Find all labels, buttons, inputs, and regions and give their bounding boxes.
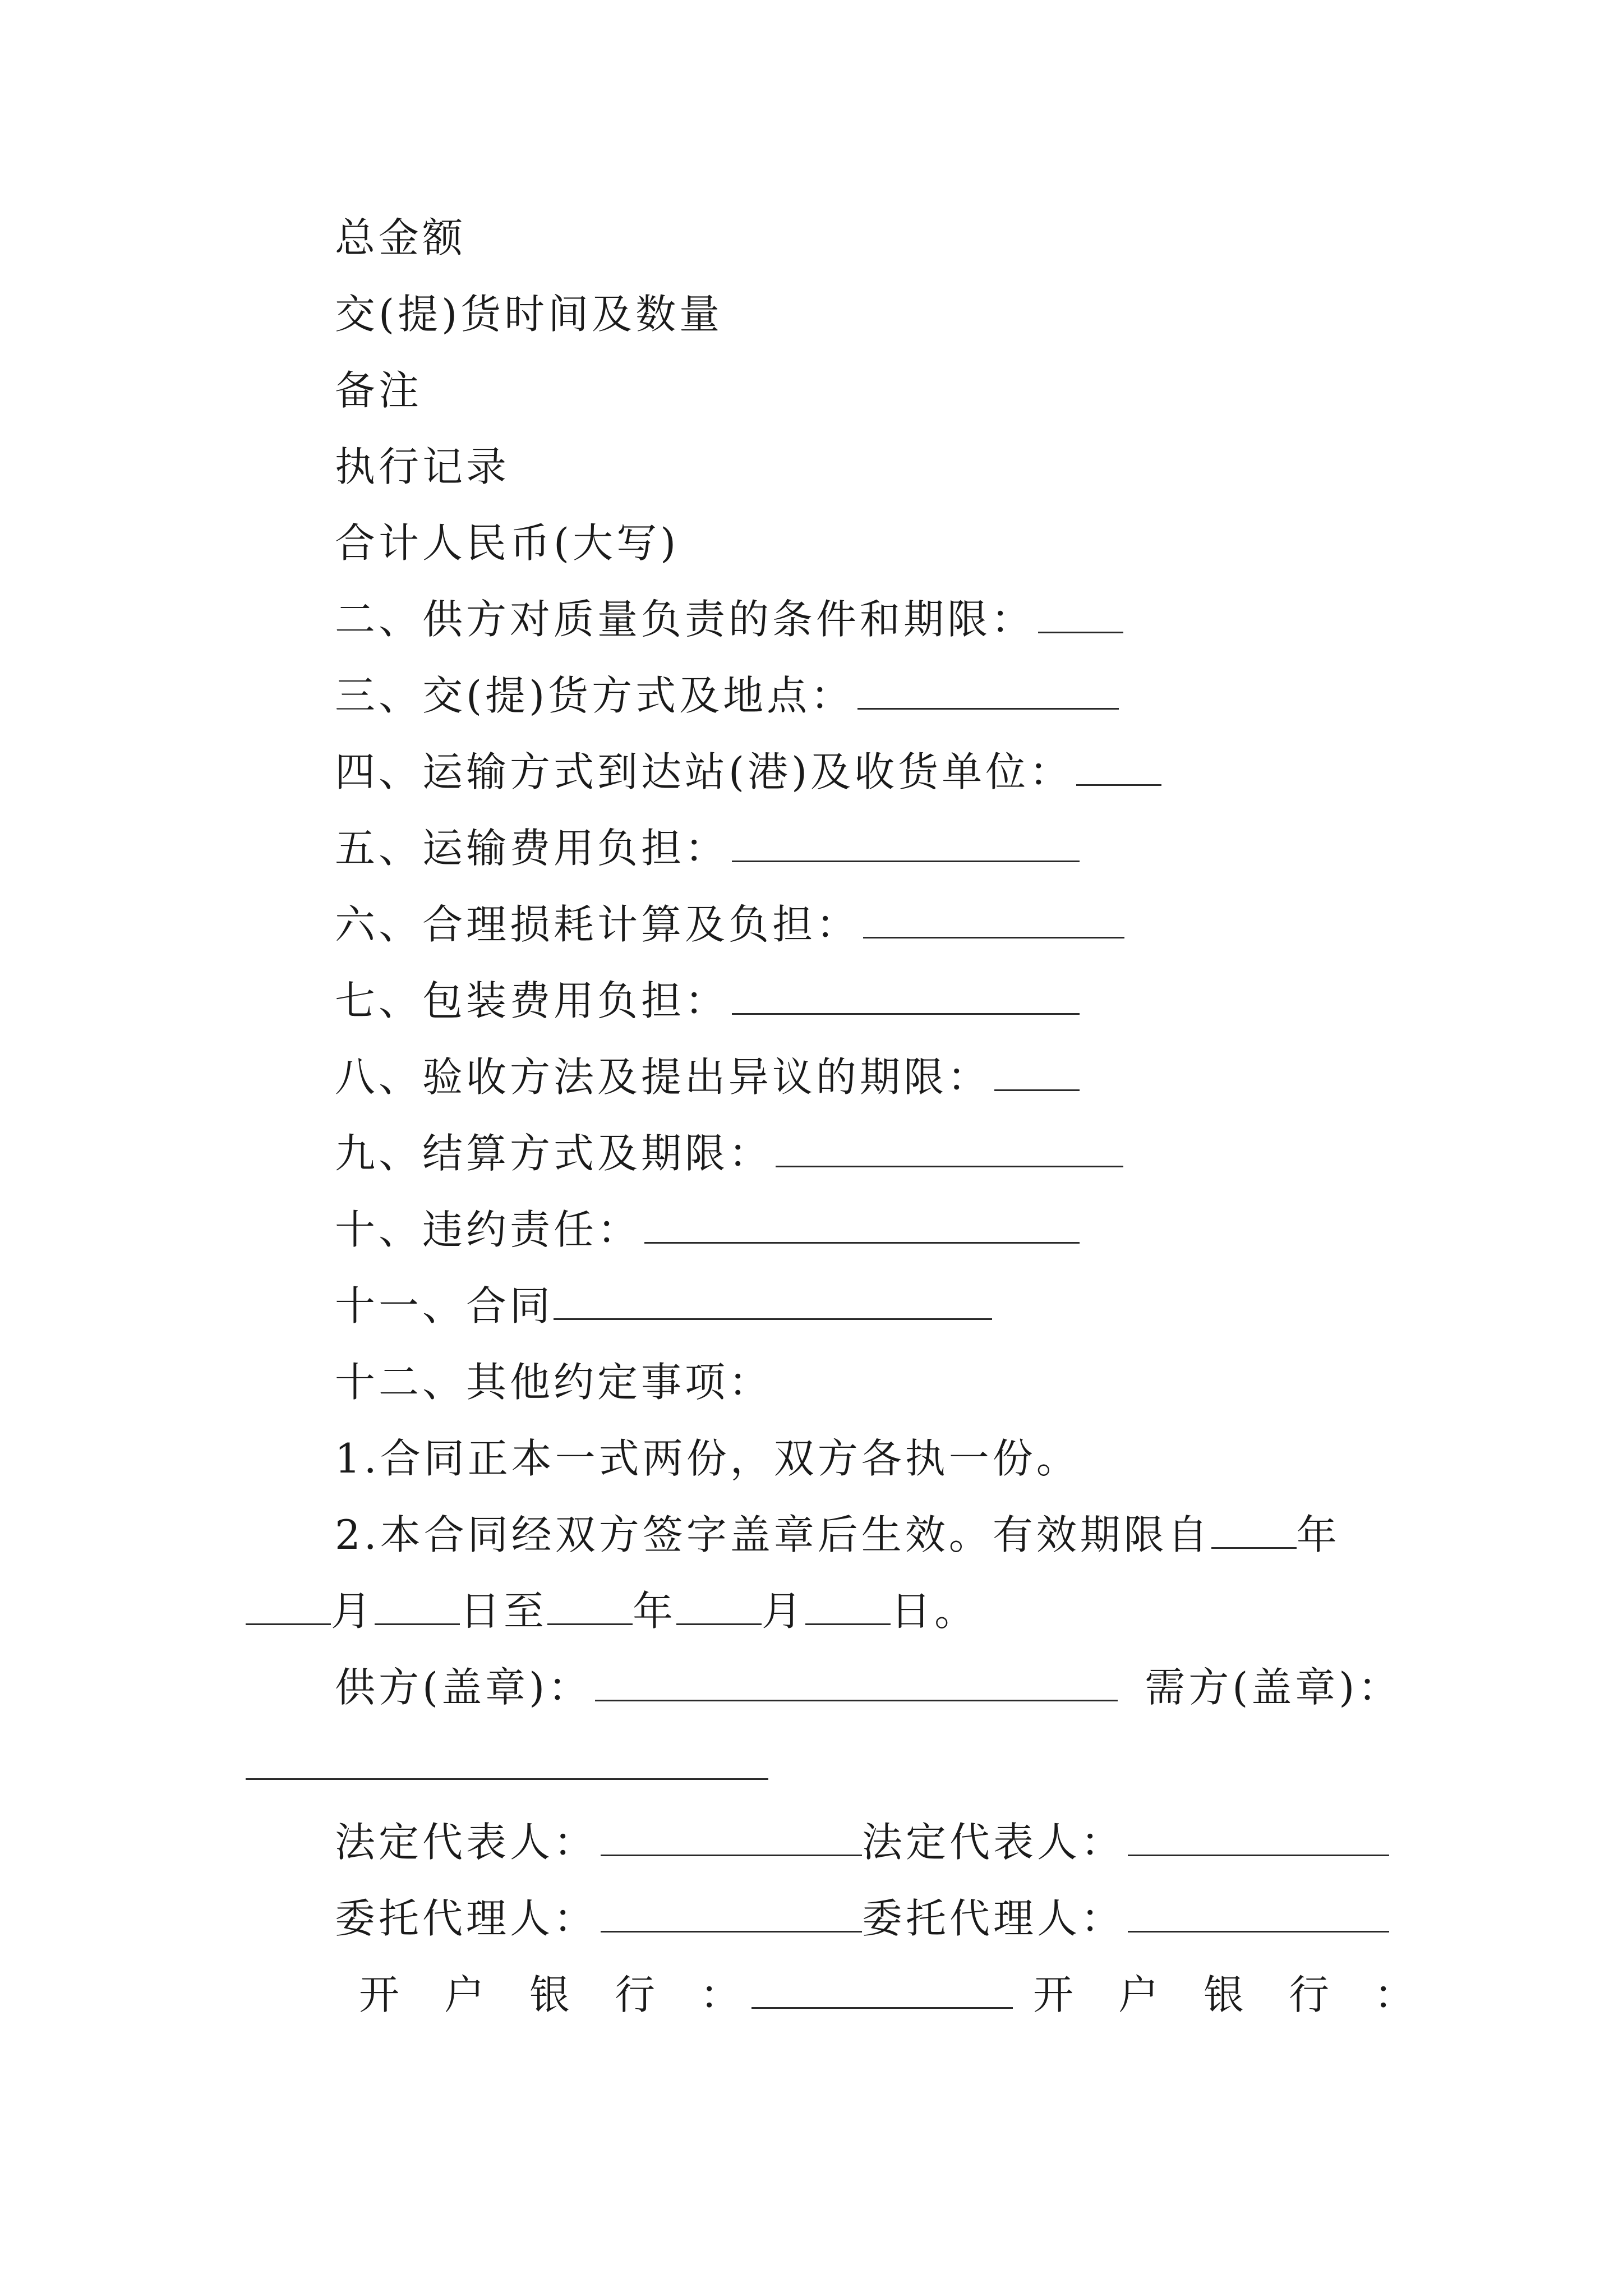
item-8-line <box>335 1050 1080 1104</box>
agent-2-label: 委托代理人： <box>862 1895 1125 1942</box>
end-day-blank[interactable] <box>805 1590 891 1625</box>
item-6-line <box>335 898 1124 951</box>
buyer-seal-blank-line <box>246 1739 768 1793</box>
bank-line <box>359 1968 1459 2022</box>
agent-blank[interactable] <box>601 1897 862 1932</box>
day-to-label: 日至 <box>460 1588 548 1635</box>
item-11-label: 十一、合同 <box>335 1282 554 1329</box>
legal-rep-line <box>335 1815 1389 1869</box>
item-10-label: 十、违约责任： <box>335 1206 642 1253</box>
exec-record-line <box>335 440 510 494</box>
end-year-blank[interactable] <box>547 1590 633 1625</box>
agent-label: 委托代理人： <box>335 1895 598 1942</box>
clause-1-text: 1.合同正本一式两份，双方各执一份。 <box>335 1435 1080 1482</box>
bank-2-label: 开户银行： <box>1033 1971 1460 2018</box>
item-5-blank[interactable] <box>732 827 1080 862</box>
legal-rep-2-blank[interactable] <box>1128 1821 1389 1856</box>
legal-rep-label: 法定代表人： <box>335 1819 598 1866</box>
remarks-label: 备注 <box>335 367 423 414</box>
total-amount-line <box>335 211 466 265</box>
month-label: 月 <box>331 1588 375 1635</box>
item-12-label: 十二、其他约定事项： <box>335 1359 773 1406</box>
item-11-line <box>335 1279 992 1333</box>
buyer-seal-blank[interactable] <box>246 1745 768 1780</box>
clause-2-text: 2.本合同经双方签字盖章后生效。有效期限自 <box>335 1511 1211 1558</box>
delivery-time-line <box>335 287 723 341</box>
legal-rep-2-label: 法定代表人： <box>862 1819 1125 1866</box>
item-10-line <box>335 1203 1080 1257</box>
bank-blank[interactable] <box>751 1973 1013 2009</box>
item-8-blank[interactable] <box>994 1056 1080 1091</box>
end-year-label: 年 <box>633 1588 677 1635</box>
seal-line <box>335 1660 1401 1714</box>
total-rmb-line <box>335 516 679 570</box>
supplier-seal-label: 供方(盖章)： <box>335 1664 592 1711</box>
start-year-blank[interactable] <box>1211 1513 1297 1549</box>
item-9-line <box>335 1126 1123 1180</box>
item-7-label: 七、包装费用负担： <box>335 977 729 1024</box>
agent-2-blank[interactable] <box>1128 1897 1389 1932</box>
item-2-blank[interactable] <box>1038 598 1123 633</box>
item-7-line <box>335 974 1080 1028</box>
item-4-label: 四、运输方式到达站(港)及收货单位： <box>335 748 1073 795</box>
item-10-blank[interactable] <box>644 1208 1080 1244</box>
supplier-seal-blank[interactable] <box>595 1666 1118 1701</box>
day-end-label: 日。 <box>891 1588 979 1635</box>
agent-line <box>335 1892 1389 1945</box>
year-label: 年 <box>1296 1511 1340 1558</box>
item-7-blank[interactable] <box>732 979 1080 1015</box>
exec-record-label: 执行记录 <box>335 443 510 490</box>
item-3-blank[interactable] <box>857 674 1119 710</box>
item-9-label: 九、结算方式及期限： <box>335 1130 773 1177</box>
item-2-line <box>335 592 1123 646</box>
clause-2-line <box>335 1508 1340 1562</box>
item-5-label: 五、运输费用负担： <box>335 825 729 872</box>
item-6-blank[interactable] <box>863 903 1124 938</box>
item-5-line <box>335 821 1080 875</box>
item-12-line <box>335 1355 772 1409</box>
remarks-line <box>335 364 422 417</box>
end-month-blank[interactable] <box>676 1590 762 1625</box>
date-range-line <box>246 1584 978 1638</box>
start-month-blank[interactable] <box>246 1590 331 1625</box>
end-month-label: 月 <box>762 1588 806 1635</box>
delivery-time-label: 交(提)货时间及数量 <box>335 291 723 338</box>
item-3-line <box>335 669 1119 723</box>
bank-label: 开户银行： <box>359 1971 786 2018</box>
total-rmb-label: 合计人民币(大写) <box>335 519 680 567</box>
item-11-blank[interactable] <box>554 1285 992 1320</box>
item-6-label: 六、合理损耗计算及负担： <box>335 901 860 948</box>
total-amount-label: 总金额 <box>335 214 467 261</box>
item-3-label: 三、交(提)货方式及地点： <box>335 672 855 719</box>
item-8-label: 八、验收方法及提出异议的期限： <box>335 1053 992 1101</box>
clause-1-line <box>335 1432 1080 1485</box>
item-9-blank[interactable] <box>776 1132 1123 1167</box>
legal-rep-blank[interactable] <box>601 1821 862 1856</box>
item-2-label: 二、供方对质量负责的条件和期限： <box>335 596 1035 643</box>
item-4-blank[interactable] <box>1076 751 1161 786</box>
item-4-line <box>335 745 1161 799</box>
buyer-seal-label: 需方(盖章)： <box>1145 1664 1402 1711</box>
start-day-blank[interactable] <box>375 1590 460 1625</box>
